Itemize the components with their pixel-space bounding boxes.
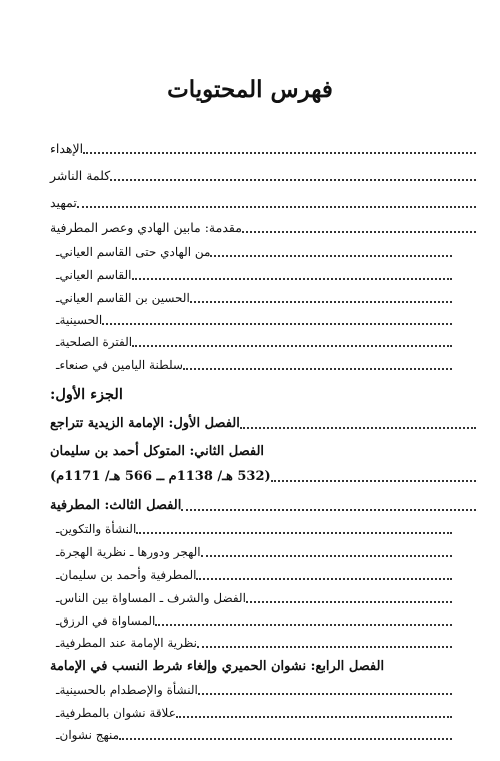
toc-entry[interactable] xyxy=(50,217,480,237)
bullet-dash: ـ xyxy=(56,614,60,628)
dot-leader xyxy=(102,323,452,325)
toc-chapter-dates: (532 هـ/ 1138م ــ 566 هـ/ 1171م) xyxy=(50,469,271,484)
toc-chapter-label: الفصل الرابع: نشوان الحميري وإلغاء شرط النسب في الإمامة xyxy=(50,659,385,674)
dot-leader xyxy=(190,301,452,303)
dot-leader xyxy=(176,716,452,718)
toc-chapter[interactable] xyxy=(50,441,480,461)
dot-leader xyxy=(242,231,476,233)
toc-entry-label: المطرفية وأحمد بن سليمان xyxy=(59,568,197,582)
toc-sub-entry[interactable] xyxy=(50,309,456,329)
bullet-dash: ـ xyxy=(56,591,60,605)
bullet-dash: ـ xyxy=(56,522,60,536)
toc-entry[interactable] xyxy=(50,165,480,185)
dot-leader xyxy=(83,152,476,154)
toc-sub-entry[interactable] xyxy=(50,331,456,351)
dot-leader xyxy=(246,601,452,603)
dot-leader xyxy=(136,532,452,534)
bullet-dash: ـ xyxy=(56,728,60,742)
toc-entry[interactable] xyxy=(50,192,480,212)
bullet-dash: ـ xyxy=(56,358,60,372)
toc-entry-label: الإهداء xyxy=(50,141,84,156)
bullet-dash: ـ xyxy=(56,291,60,305)
toc-sub-entry[interactable] xyxy=(50,610,456,630)
dot-leader xyxy=(197,646,452,648)
toc-entry-label: سلطنة اليامين في صنعاء xyxy=(59,358,183,372)
toc-sub-entry[interactable] xyxy=(50,264,456,284)
toc-entry-label: الحسين بن القاسم العياني xyxy=(59,291,190,305)
toc-sub-entry[interactable] xyxy=(50,702,456,722)
dot-leader xyxy=(198,693,452,695)
dot-leader xyxy=(110,179,476,181)
toc-entry-label: الهجر ودورها ـ نظرية الهجرة xyxy=(59,545,201,559)
toc-entry-label: الحسينية xyxy=(59,313,103,327)
toc-sub-entry[interactable] xyxy=(50,587,456,607)
bullet-dash: ـ xyxy=(56,245,60,259)
toc-sub-entry[interactable] xyxy=(50,724,456,744)
dot-leader xyxy=(183,368,452,370)
toc-entry-label: تمهيد xyxy=(50,195,77,210)
toc-entry-label: علاقة نشوان بالمطرفية xyxy=(59,706,176,720)
dot-leader xyxy=(181,509,476,511)
toc-entry-label: النشأة والتكوين xyxy=(59,522,137,536)
bullet-dash: ـ xyxy=(56,545,60,559)
bullet-dash: ـ xyxy=(56,313,60,327)
toc-sub-entry[interactable] xyxy=(50,564,456,584)
toc-sub-entry[interactable] xyxy=(50,541,456,561)
toc-chapter-label: الفصل الثاني: المتوكل أحمد بن سليمان xyxy=(50,444,265,459)
toc-chapter[interactable] xyxy=(50,656,480,676)
bullet-dash: ـ xyxy=(56,268,60,282)
dot-leader xyxy=(132,278,453,280)
dot-leader xyxy=(77,206,476,208)
toc-entry-label: من الهادي حتى القاسم العياني xyxy=(59,245,211,259)
bullet-dash: ـ xyxy=(56,335,60,349)
part-heading: الجزء الأول: xyxy=(50,386,123,403)
toc-chapter[interactable] xyxy=(50,495,480,515)
toc-chapter[interactable] xyxy=(50,413,480,433)
dot-leader xyxy=(196,578,452,580)
toc-entry-label: النشأة والإصطدام بالحسينية xyxy=(59,683,198,697)
toc-sub-entry[interactable] xyxy=(50,287,456,307)
dot-leader xyxy=(119,738,452,740)
toc-entry-label: مقدمة: مابين الهادي وعصر المطرفية xyxy=(50,220,242,235)
bullet-dash: ـ xyxy=(56,568,60,582)
bullet-dash: ـ xyxy=(56,636,60,650)
toc-sub-entry[interactable] xyxy=(50,518,456,538)
bullet-dash: ـ xyxy=(56,706,60,720)
toc-chapter-continuation[interactable] xyxy=(50,466,480,486)
toc-sub-entry[interactable] xyxy=(50,354,456,374)
dot-leader xyxy=(210,255,452,257)
toc-chapter-label: الفصل الثالث: المطرفية xyxy=(50,498,182,513)
toc-entry-label: الفترة الصلحية xyxy=(59,335,133,349)
dot-leader xyxy=(271,480,476,482)
dot-leader xyxy=(201,555,452,557)
toc-entry-label: نظرية الإمامة عند المطرفية xyxy=(59,636,197,650)
dot-leader xyxy=(240,427,476,429)
toc-entry-label: القاسم العياني xyxy=(59,268,132,282)
dot-leader xyxy=(155,624,452,626)
toc-entry-label: منهج نشوان xyxy=(59,728,120,742)
dot-leader xyxy=(132,345,452,347)
toc-entry-label: المساواة في الرزق xyxy=(59,614,156,628)
bullet-dash: ـ xyxy=(56,683,60,697)
toc-entry-label: كلمة الناشر xyxy=(50,168,111,183)
toc-sub-entry[interactable] xyxy=(50,241,456,261)
page-title: فهرس المحتويات xyxy=(167,76,333,103)
toc-sub-entry[interactable] xyxy=(50,679,456,699)
toc-entry[interactable] xyxy=(50,138,480,158)
part-heading-row xyxy=(50,384,480,404)
toc-sub-entry[interactable] xyxy=(50,632,456,652)
toc-entry-label: الفضل والشرف ـ المساواة بين الناس xyxy=(59,591,246,605)
toc-chapter-label: الفصل الأول: الإمامة الزيدية تتراجع xyxy=(50,416,240,431)
